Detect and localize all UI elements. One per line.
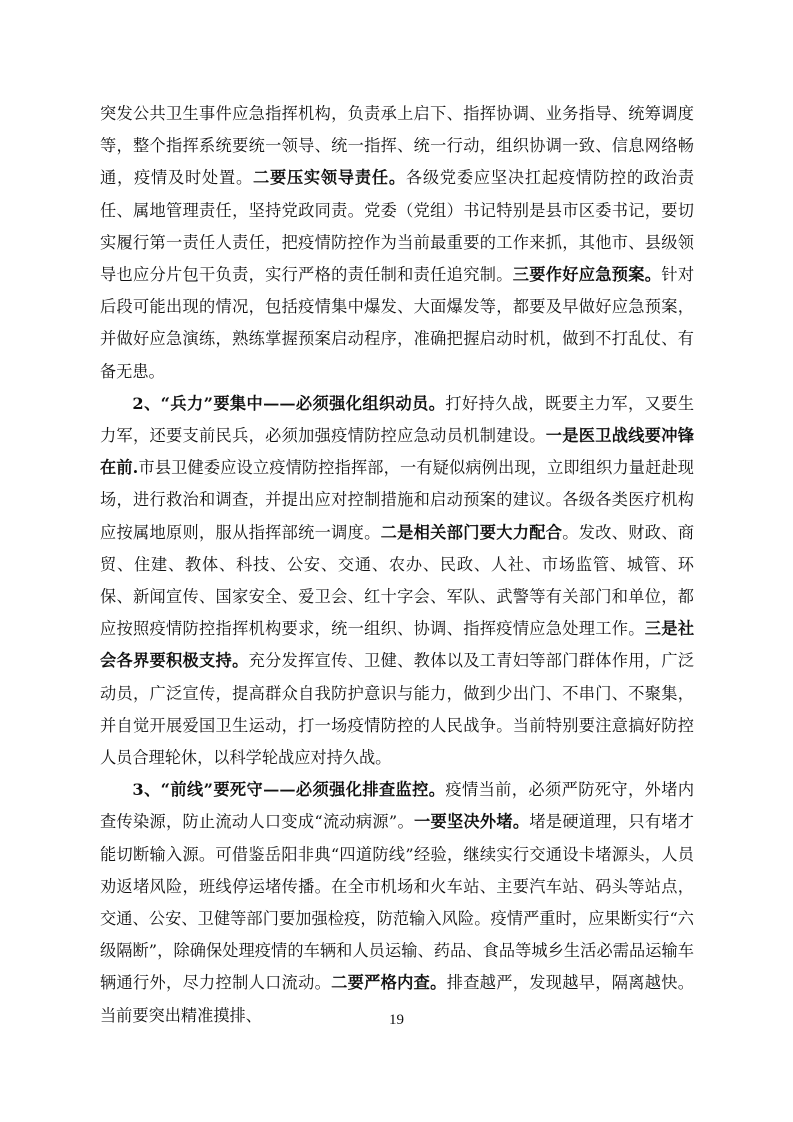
body-text: 。发改、财政、商贸、住建、教体、科技、公安、交通、农办、民政、人社、市场监管、城管、环保、新闻宣传、国家安全、爱卫会、红十字会、军队、武警等有关部门和单位，都应按照疫情防控指挥机构要求，统一组织、协调、指挥疫情应急处理工作。: [100, 522, 695, 639]
body-text: 各级党委应坚决扛起疫情防控的政治责任、属地管理责任，坚持党政同责。党委（党组）书记特别是县市区委书记，要切实履行第一责任人责任，把疫情防控作为当前最重要的工作来抓，其他市、县级领导也应分片包干负责，实行严格的责任制和责任追究制。: [100, 168, 695, 285]
bold-heading-text: 一是医卫战线要冲锋在前.: [100, 426, 695, 478]
body-text: 打好持久战，既要主力军，又要生力军，还要支前民兵，必须加强疫情防控应急动员机制建设。: [100, 393, 695, 446]
body-text: 排查越严，发现越早，隔离越快。当前要突出精准摸排、: [100, 973, 694, 1025]
body-text: 疫情当前，必须严防死守，外堵内查传染源，防止流动人口变成“流动病源”。: [100, 780, 695, 832]
bold-heading-text: 一要坚决外堵。: [413, 812, 530, 832]
body-text: 堵是硬道理，只有堵才能切断输入源。可借鉴岳阳非典“四道防线”经验，继续实行交通设卡堵源头，人员劝返堵风险，班线停运堵传播。在全市机场和火车站、主要汽车站、码头等站点，交通、公安、卫健等部门要加强检疫，防范输入风险。疫情严重时，应果断实行“六级隔断”，除确保处理疫情的车辆和人员运输、药品、食品等城乡生活必需品运输车辆通行外，尽力控制人口流动。: [100, 812, 694, 993]
body-text: 针对后段可能出现的情况，包括疫情集中爆发、大面爆发等，都要及早做好应急预案，并做好应急演练，熟练掌握预案启动程序，准确把握启动时机，做到不打乱仗、有备无患。: [100, 265, 695, 381]
bold-heading-text: 二是相关部门要大力配合: [380, 522, 563, 542]
page-number: 19: [389, 1012, 404, 1028]
paragraph: [100, 774, 694, 1032]
body-text: 突发公共卫生事件应急指挥机构，负责承上启下、指挥协调、业务指导、统筹调度等，整个指挥系统要统一领导、统一指挥、统一行动，组织协调一致、信息网络畅通，疫情及时处置。: [100, 104, 694, 188]
document-body: [100, 98, 694, 1032]
body-text: 市县卫健委应设立疫情防控指挥部，一有疑似病例出现，立即组织力量赶赴现场，进行救治和调查，并提出应对控制措施和启动预案的建议。各级各类医疗机构应按属地原则，服从指挥部统一调度。: [100, 458, 694, 542]
bold-heading-text: 二要压实领导责任。: [252, 168, 406, 188]
paragraph: [100, 388, 694, 774]
paragraph: [100, 98, 694, 388]
bold-heading-text: 三是社会各界要积极支持。: [100, 619, 695, 671]
body-text: 充分发挥宣传、卫健、教体以及工青妇等部门群体作用，广泛动员，广泛宣传，提高群众自我防护意识与能力，做到少出门、不串门、不聚集，并自觉开展爱国卫生运动，打一场疫情防控的人民战争。当前特别要注意搞好防控人员合理轮休，以科学轮战应对持久战。: [100, 651, 695, 768]
bold-heading-text: 三要作好应急预案。: [512, 265, 662, 285]
bold-heading-text: 二要严格内查。: [331, 973, 447, 993]
bold-heading-text: 3、“前线”要死守——必须强化排查监控。: [132, 780, 446, 800]
bold-heading-text: 2、“兵力”要集中——必须强化组织动员。: [132, 393, 446, 413]
